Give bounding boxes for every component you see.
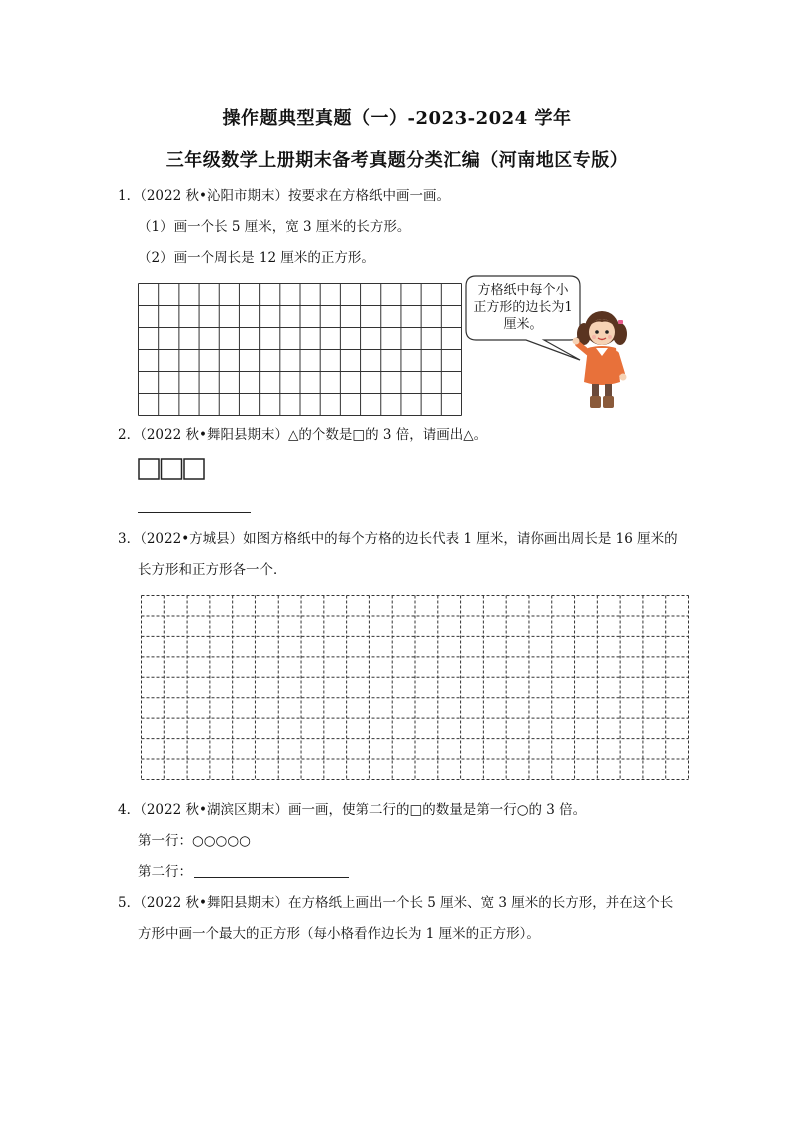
question-5-text-line2: 方形中画一个最大的正方形（每小格看作边长为 1 厘米的正方形）。 xyxy=(138,926,540,942)
question-4-row2 xyxy=(138,862,192,882)
question-2 xyxy=(118,425,487,445)
question-3 xyxy=(118,529,678,549)
girl-illustration-icon xyxy=(570,308,636,414)
question-5-text-line1: （2022 秋•舞阳县期末）在方格纸上画出一个长 5 厘米、宽 3 厘米的长方形，并在这个长 xyxy=(140,895,674,911)
question-1 xyxy=(118,186,450,206)
square-shape xyxy=(184,459,204,479)
square-shape xyxy=(139,459,159,479)
question-4-answer-line[interactable] xyxy=(194,877,349,878)
question-4 xyxy=(118,800,586,820)
question-1-sub1: （1）画一个长 5 厘米，宽 3 厘米的长方形。 xyxy=(138,219,411,235)
page-subtitle: 三年级数学上册期末备考真题分类汇编（河南地区专版） xyxy=(165,150,629,171)
question-1-sub2: （2）画一个周长是 12 厘米的正方形。 xyxy=(138,250,375,266)
question-3-number: 3． xyxy=(118,531,141,547)
question-3-text-line2: 长方形和正方形各一个． xyxy=(138,562,287,578)
page-title: 操作题典型真题（一）-2023-2024 学年 xyxy=(222,108,572,129)
question-1-text: （2022 秋•沁阳市期末）按要求在方格纸中画一画。 xyxy=(140,188,450,204)
row1-label: 第一行： xyxy=(138,833,192,849)
question-3-text-line1: （2022•方城县）如图方格纸中的每个方格的边长代表 1 厘米，请你画出周长是 16 厘米的 xyxy=(140,531,678,547)
question-5 xyxy=(118,893,673,913)
square-shape xyxy=(162,459,182,479)
question-2-answer-line[interactable] xyxy=(138,512,251,513)
row1-circles: ○○○○○ xyxy=(192,833,251,849)
question-1-number: 1． xyxy=(118,188,141,204)
question-2-number: 2． xyxy=(118,427,141,443)
question-3-grid[interactable] xyxy=(141,595,689,780)
speech-bubble-text: 方格纸中每个小正方形的边长为1厘米。 xyxy=(473,283,573,332)
row2-label: 第二行： xyxy=(138,864,192,880)
question-4-row1 xyxy=(138,831,251,851)
question-1-grid[interactable] xyxy=(138,283,462,416)
question-5-number: 5． xyxy=(118,895,141,911)
question-4-number: 4． xyxy=(118,802,141,818)
question-2-squares xyxy=(138,458,208,482)
question-2-text: （2022 秋•舞阳县期末）△的个数是□的 3 倍，请画出△。 xyxy=(140,427,488,443)
question-4-text: （2022 秋•湖滨区期末）画一画，使第二行的□的数量是第一行○的 3 倍。 xyxy=(140,802,587,818)
